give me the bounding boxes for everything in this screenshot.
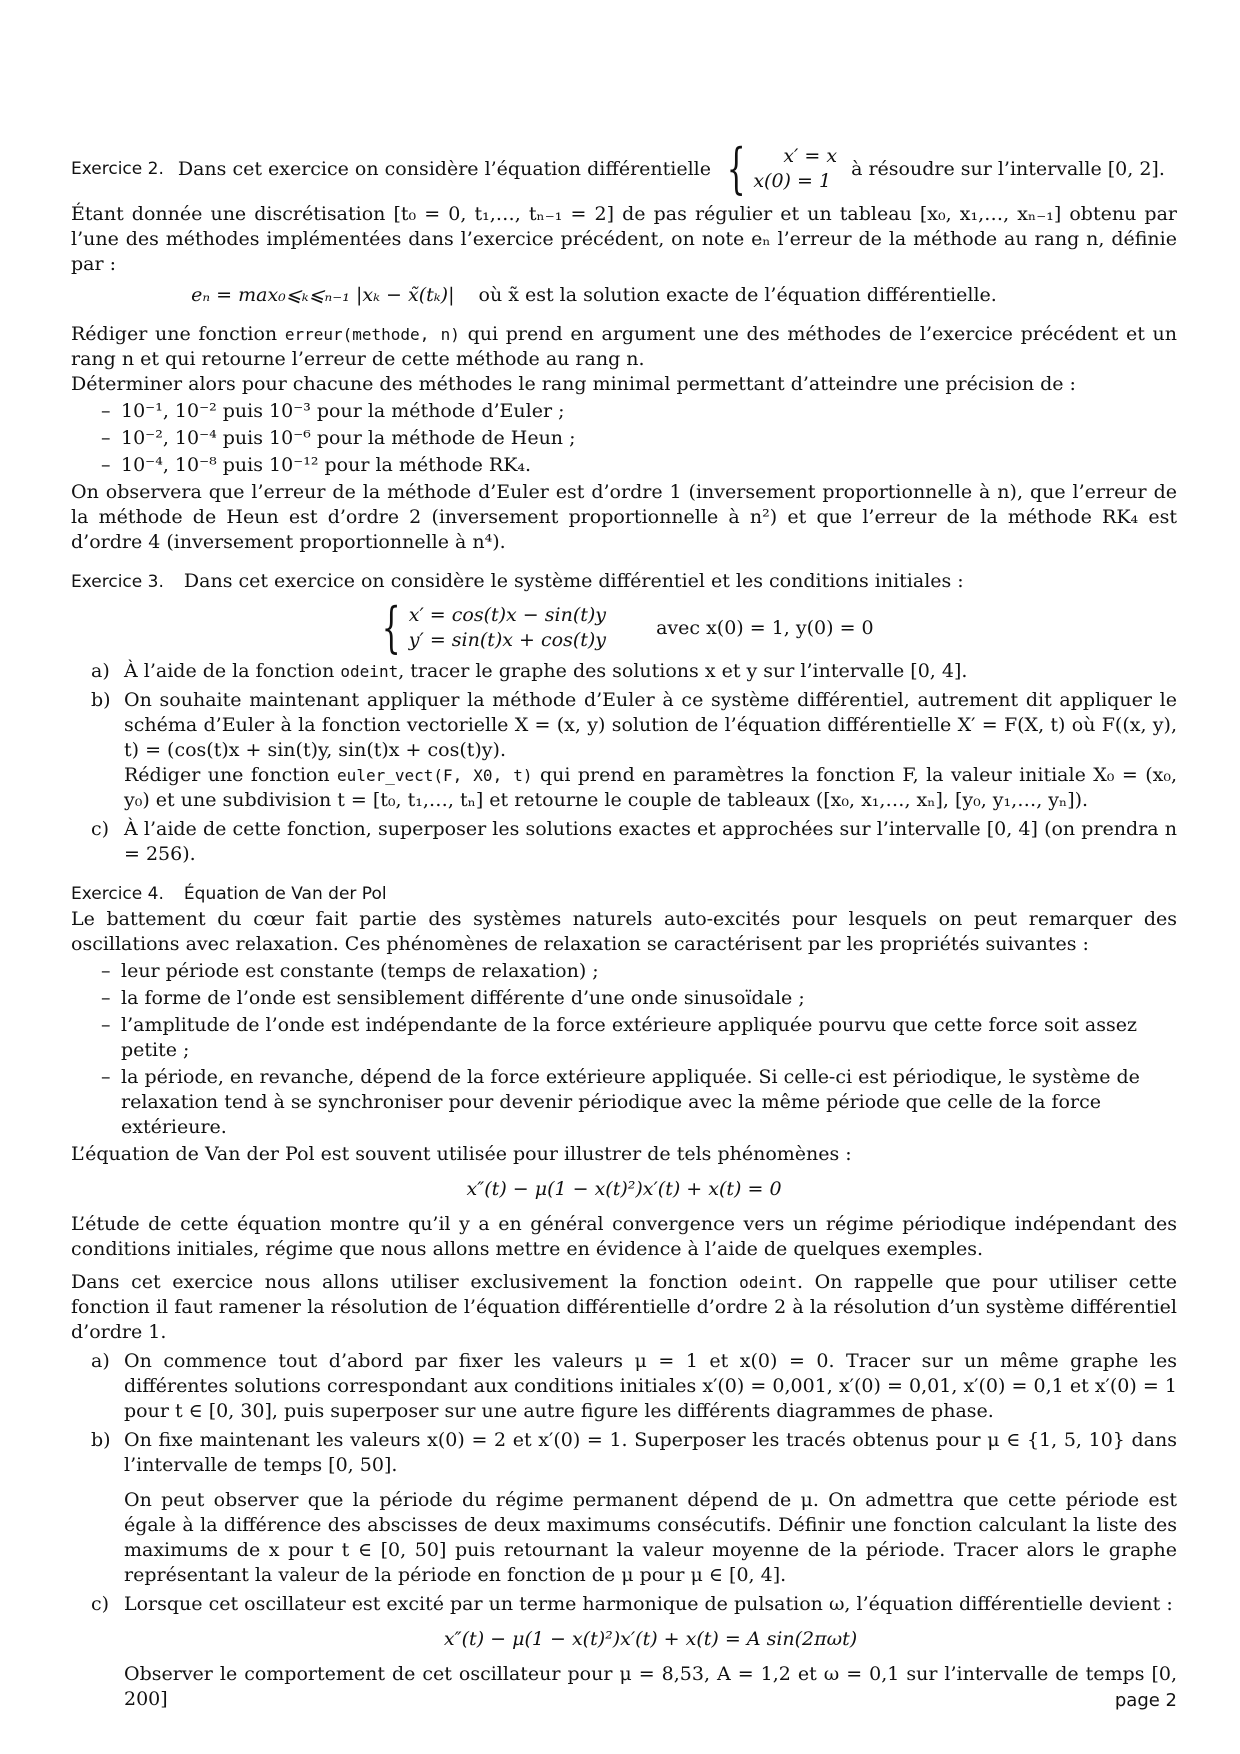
exercise-4 [71,881,1177,1712]
exercise-3-intro: Dans cet exercice on considère le système différentiel et les conditions initiales : [183,570,964,592]
text-segment: On commence tout d’abord par fixer les valeurs μ = 1 et x(0) = 0. Tracer sur un même graphe les différentes solutions correspondant aux conditions initiales x′(0) = 0,001, x′(0) = 0,01, x′(0) = 0,1 et x′(0) = 1 pour t ∈ [0, 30], puis superposer sur une autre figure les différents diagrammes de phase. [124,1350,1177,1422]
error-formula [71,283,1177,308]
text-segment: qui prend en argument une des méthodes de l’exercice précédent et un rang n et qui retourne l’erreur de cette méthode au rang n. [71,323,1178,370]
exercise-3 [71,569,1177,867]
code-odeint: odeint [739,1273,797,1292]
exercise-4-subtitle: Équation de Van der Pol [183,884,387,904]
text-segment: On souhaite maintenant appliquer la méthode d’Euler à ce système différentiel, autrement dit appliquer le schéma d’Euler à la fonction vectorielle X = (x, y) solution de l’équation différentielle X′ = F(X, t) où F((x, y), t) = (cos(t)x + sin(t)y, sin(t)x + cos(t)y). [124,689,1177,761]
exercise-2-paragraph-2 [71,322,1177,372]
question-b-part-2 [124,763,1177,813]
list-item: – 10⁻¹, 10⁻² puis 10⁻³ pour la méthode d’Euler ; [71,399,1177,424]
question-c [71,817,1177,867]
list-item: – la forme de l’onde est sensiblement différente d’une onde sinusoïdale ; [71,986,1177,1011]
question-a [71,659,1177,684]
question-label: c) [91,818,110,840]
exercise-4-paragraph-2: L’équation de Van der Pol est souvent utilisée pour illustrer de tels phénomènes : [71,1143,852,1165]
text-segment: Lorsque cet oscillateur est excité par un terme harmonique de pulsation ω, l’équation différentielle devient : [124,1593,1173,1615]
exercise-2-paragraph-1: Étant donnée une discrétisation [t₀ = 0, t₁,…, tₙ₋₁ = 2] de pas régulier et un tableau [x₀, x₁,…, xₙ₋₁] obtenu par l’une des méthodes implémentées dans l’exercice précédent, on note eₙ l’erreur de la méthode au rang n, définie par : [71,203,1177,275]
text-segment: qui prend en paramètres la fonction F, la valeur initiale X₀ = (x₀, y₀) et une subdivision t = [t₀, t₁,…, tₙ] et retourne le couple de tableaux ([x₀, x₁,…, xₙ], [y₀, y₁,…, yₙ]). [124,764,1177,811]
page-content [71,137,1178,1716]
text-segment: . On rappelle que pour utiliser cette fonction il faut ramener la résolution de l’équation différentielle d’ordre 2 à la résolution d’un système différentiel d’ordre 1. [71,1271,1177,1343]
exercise-3-system: { x′ = cos(t)x − sin(t)y y′ = sin(t)x + cos(t)y avec x(0) = 1, y(0) = 0 [382,596,874,659]
exercise-3-title: Exercice 3. [71,572,164,592]
exercise-4-questions [71,1349,1177,1712]
initial-conditions: avec x(0) = 1, y(0) = 0 [656,616,874,639]
exercise-2-title: Exercice 2. [71,158,164,179]
error-formula-note: où x̃ est la solution exacte de l’équation différentielle. [478,284,997,306]
exercise-4-paragraph-3: L’étude de cette équation montre qu’il y a en général convergence vers un régime périodique indépendant des conditions initiales, régime que nous allons mettre en évidence à l’aide de quelques exemples. [71,1213,1177,1260]
text-segment: Rédiger une fonction [124,764,330,786]
list-item: – 10⁻², 10⁻⁴ puis 10⁻⁶ pour la méthode de Heun ; [71,426,1177,451]
precision-list [71,399,1177,478]
code-odeint: odeint [340,662,399,681]
exercise-4-title: Exercice 4. [71,884,164,904]
question-label: c) [91,1593,110,1615]
exercise-2-paragraph-4: On observera que l’erreur de la méthode d’Euler est d’ordre 1 (inversement proportionnelle à n), que l’erreur de la méthode de Heun est d’ordre 2 (inversement proportionnelle à n²) et que l’erreur de la méthode RK₄ est d’ordre 4 (inversement proportionnelle à n⁴). [71,481,1177,553]
exercise-2-paragraph-3: Déterminer alors pour chacune des méthodes le rang minimal permettant d’atteindre une précision de : [71,373,1076,395]
question-b [71,688,1177,813]
list-item: – 10⁻⁴, 10⁻⁸ puis 10⁻¹² pour la méthode RK₄. [71,453,1177,478]
system-line-1: x′ = x [783,145,838,167]
forced-equation: x″(t) − μ(1 − x(t)²)x′(t) + x(t) = A sin(2πωt) [443,1628,858,1650]
text-segment: On peut observer que la période du régime permanent dépend de μ. On admettra que cette période est égale à la différence des abscisses de deux maximums consécutifs. Définir une fonction calculant la liste des maximums de x pour t ∈ [0, 50] puis retournant la valeur moyenne de la période. Tracer alors le graphe représentant la valeur de la période en fonction de μ pour μ ∈ [0, 4]. [124,1489,1177,1586]
system-line-2: y′ = sin(t)x + cos(t)y [408,629,607,651]
list-item: – la période, en revanche, dépend de la force extérieure appliquée. Si celle-ci est périodique, le système de relaxation tend à se synchroniser pour devenir périodique avec la même période que celle de la force extérieure. [71,1065,1177,1140]
text-segment: À l’aide de la fonction [124,660,335,682]
exercise-4-paragraph-4 [71,1270,1177,1345]
list-item: – l’amplitude de l’onde est indépendante de la force extérieure appliquée pourvu que cette force soit assez petite ; [71,1013,1177,1063]
system-line-1: x′ = cos(t)x − sin(t)y [408,604,607,626]
code-euler-vect: euler_vect(F, X0, t) [337,766,533,785]
text-segment: Dans cet exercice nous allons utiliser exclusivement la fonction [71,1271,728,1293]
question-c [71,1592,1177,1712]
text-segment: , tracer le graphe des solutions x et y sur l’intervalle [0, 4]. [398,660,968,682]
error-formula-expr: eₙ = max₀⩽ₖ⩽ₙ₋₁ |xₖ − x̃(tₖ)| [191,284,455,306]
system-line-2: x(0) = 1 [753,170,832,192]
code-erreur: erreur(methode, n) [284,325,460,344]
relaxation-properties [71,959,1177,1140]
exercise-2-system: { x′ = x x(0) = 1 [726,137,838,200]
van-der-pol-equation: x″(t) − μ(1 − x(t)²)x′(t) + x(t) = 0 [466,1178,782,1200]
exercise-2-interval: à résoudre sur l’intervalle [0, 2]. [851,157,1165,180]
list-item: – leur période est constante (temps de relaxation) ; [71,959,1177,984]
text-segment: À l’aide de cette fonction, superposer les solutions exactes et approchées sur l’intervalle [0, 4] (on prendra n = 256). [124,818,1177,865]
question-label: b) [91,1429,111,1451]
question-label: a) [91,660,110,682]
exercise-4-paragraph-1: Le battement du cœur fait partie des systèmes naturels auto-excités pour lesquels on peut remarquer des oscillations avec relaxation. Ces phénomènes de relaxation se caractérisent par les propriétés suivantes : [71,908,1177,955]
text-segment: Rédiger une fonction [71,323,278,345]
text-segment: On fixe maintenant les valeurs x(0) = 2 et x′(0) = 1. Superposer les tracés obtenus pour μ ∈ {1, 5, 10} dans l’intervalle de temps [0, 50]. [124,1429,1177,1476]
question-label: b) [91,689,111,711]
exercise-3-questions [71,659,1177,867]
question-a [71,1349,1177,1424]
question-label: a) [91,1350,110,1372]
page-number: page 2 [1114,1690,1177,1711]
exercise-2-intro: Dans cet exercice on considère l’équation différentielle [177,157,711,180]
exercise-2 [71,137,1178,555]
question-b [71,1428,1177,1588]
text-segment: Observer le comportement de cet oscillateur pour μ = 8,53, A = 1,2 et ω = 0,1 sur l’intervalle de temps [0, 200] [124,1663,1177,1710]
